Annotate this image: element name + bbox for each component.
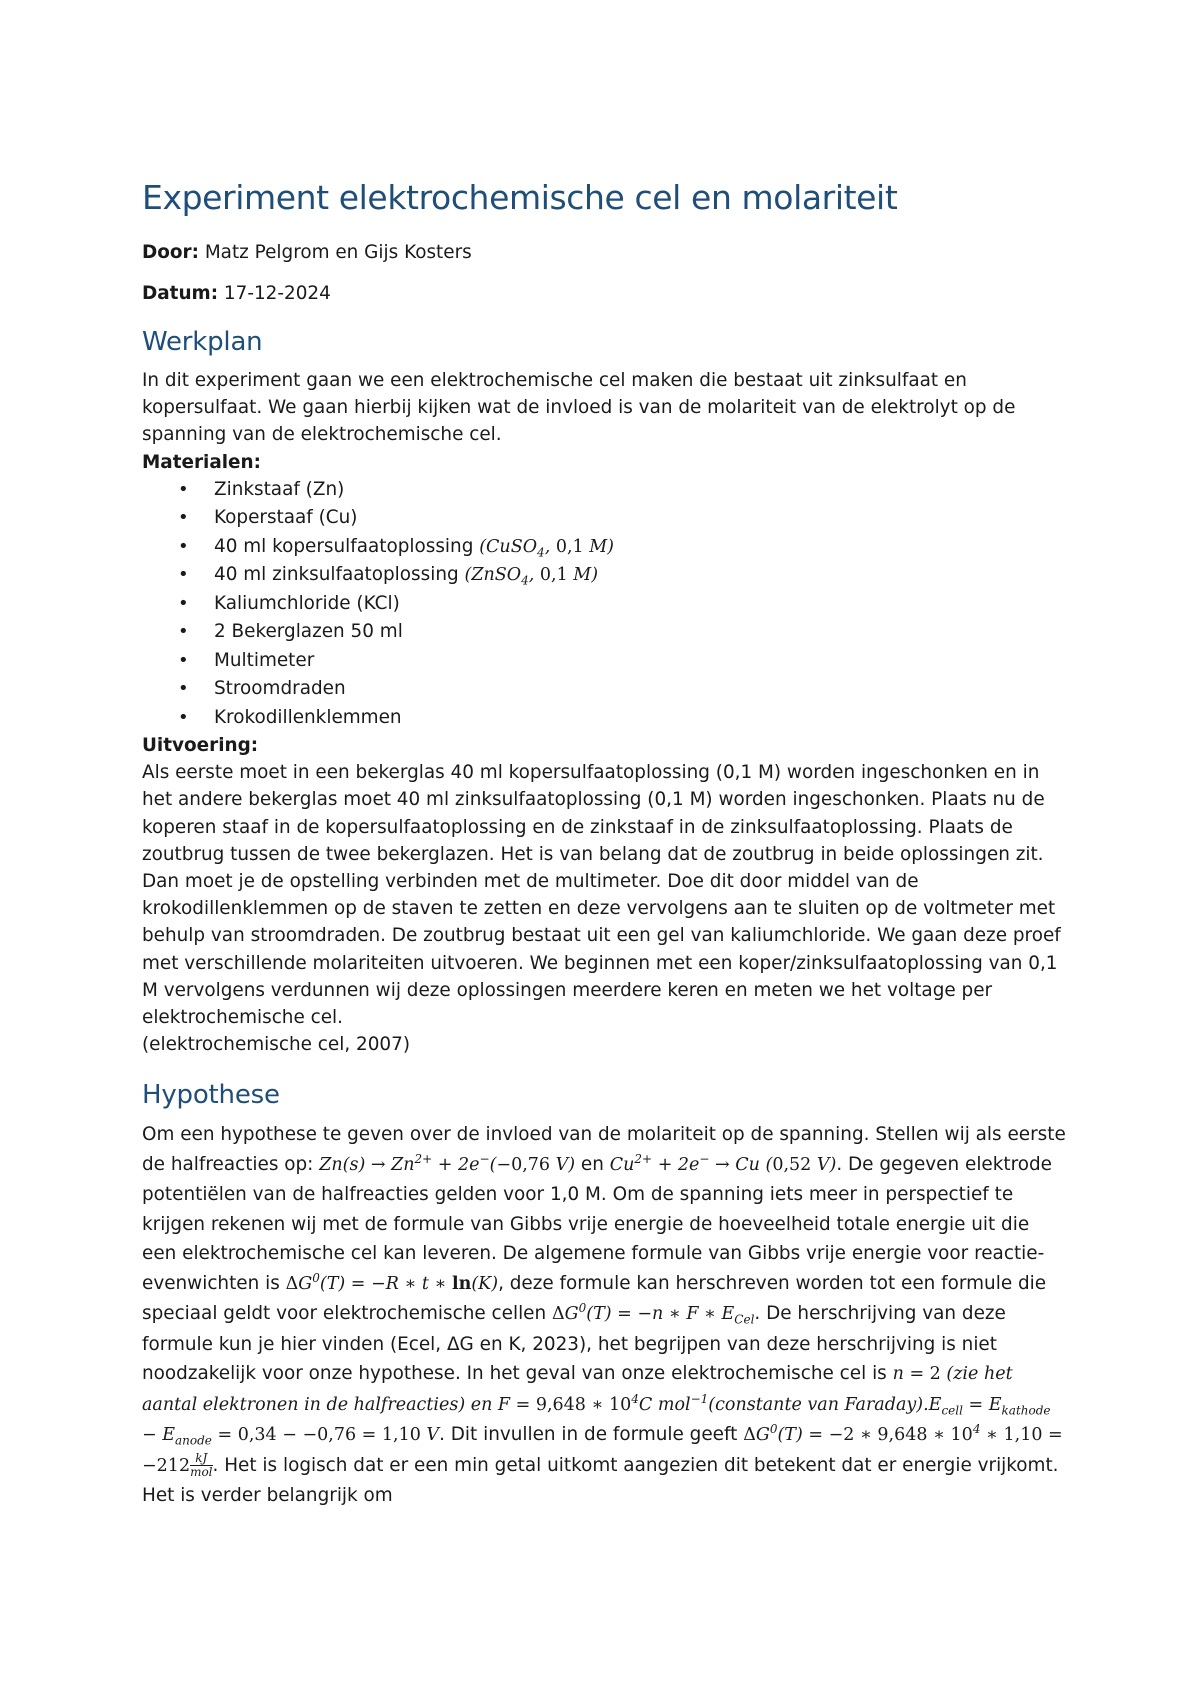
list-item: • Zinkstaaf (Zn) (214, 476, 1066, 505)
list-item: • Koperstaaf (Cu) (214, 504, 1066, 533)
list-item: • Kaliumchloride (KCl) (214, 590, 1066, 619)
materials-label: Materialen: (142, 451, 261, 473)
materials-list (142, 476, 1066, 733)
cuso4-formula: (CuSO$_4$, 0,1 M) (479, 536, 614, 560)
gibbs-cell-formula: $\Delta G^0(T) = -n$ ∗ F ∗ $E_{Cel}$ (552, 1301, 755, 1327)
uitvoering-label: Uitvoering: (142, 735, 259, 757)
calculation-formula: $\Delta G^0(T) = -2$ ∗ 9,648 ∗ $10^4$ ∗ 1,10 = −212 (142, 1422, 1063, 1476)
hypothese-heading: Hypothese (142, 1080, 280, 1111)
author-value: Matz Pelgrom en Gijs Kosters (198, 242, 472, 263)
list-item: • Krokodillenklemmen (214, 704, 1066, 733)
uitvoering-text: Als eerste moet in een bekerglas 40 ml kopersulfaatoplossing (0,1 M) worden ingeschonken en in het andere bekerglas moet 40 ml zinksulfaatoplossing (0,1 M) worden ingeschonken. Plaats nu de koperen staaf in de kopersulfaatoplossing en de zinkstaaf in de zinksulfaatoplossing. Plaats de zoutbrug tussen de twee bekerglazen. Het is van belang dat de zoutbrug in beide oplossingen zit. Dan moet je de opstelling verbinden met de multimeter. Doe dit door middel van de krokodillenklemmen op de staven te zetten en deze vervolgens aan te sluiten op de voltmeter met behulp van stroomdraden. De zoutbrug bestaat uit een gel van kaliumchloride. We gaan deze proef met verschillende molariteiten uitvoeren. We beginnen met een koper/zinksulfaatoplossing van 0,1 M vervolgens verdunnen wij deze oplossingen meerdere keren en meten we het voltage per elektrochemische cel. (142, 762, 1061, 1028)
werkplan-intro: In dit experiment gaan we een elektrochemische cel maken die bestaat uit zinksulfaat en kopersulfaat. We gaan hierbij kijken wat de invloed is van de molariteit van de elektrolyt op de spanning van de elektrochemische cel. (142, 370, 1016, 446)
list-item: • 40 ml zinksulfaatoplossing (ZnSO$_4$, 0,1 M) (214, 561, 1066, 590)
date-line (142, 280, 1066, 307)
list-item: • 40 ml kopersulfaatoplossing (CuSO$_4$, 0,1 M) (214, 533, 1066, 562)
date-value: 17-12-2024 (218, 283, 331, 304)
znso4-formula: (ZnSO$_4$, 0,1 M) (464, 565, 599, 588)
unit-fraction: $\frac{kJ}{\text{mol}}$ (190, 1451, 213, 1480)
list-item: • Multimeter (214, 647, 1066, 676)
hypothese-text: Om een hypothese te geven over de invloed van de molariteit op de spanning. Stellen wij als eerste de halfreacties op: $Zn(s) \to Zn^{2+} + 2e^-(-0,76$ V) en $Cu^{2+} + 2e^- \to Cu$ (0,52 V). De gegeven elektrode potentiëlen van de halfreacties gelden voor 1,0 M. Om de spanning iets meer in perspectief te krijgen rekenen wij met de formule van Gibbs vrije energie de hoeveelheid totale energie uit die een elektrochemische cel kan leveren. De algemene formule van Gibbs vrije energie voor reactie-evenwichten is $\Delta G^0(T) = -R$ ∗ t ∗ ln(K), deze formule kan herschreven worden tot een formule die speciaal geldt voor elektrochemische cellen $\Delta G^0(T) = -n$ ∗ F ∗ $E_{Cel}$. De herschrijving van deze formule kun je hier vinden (Ecel, ΔG en K, 2023), het begrijpen van deze herschrijving is niet noodzakelijk voor onze hypothese. In het geval van onze elektrochemische cel is n = 2 (zie het aantal elektronen in de halfreacties) en F = 9,648 ∗ $10^4C$ mol$^{-1}$(constante van $Faraday).E_{cell} = E_{kathode} - E_{anode} = 0,34 - -0,76 = 1,10$ V. Dit invullen in de formule geeft $\Delta G^0(T) = -2$ ∗ 9,648 ∗ $10^4$ ∗ 1,10 = −212 $\frac{kJ}{\text{mol}}$ . Het is logisch dat er een min getal uitkomt aangezien dit betekent dat er energie vrijkomt. Het is verder belangrijk om (142, 1124, 1066, 1507)
werkplan-section (142, 327, 1066, 1058)
document-title: Experiment elektrochemische cel en molariteit (142, 178, 898, 217)
constants-formula: n = 2 (zie het aantal elektronen in de halfreacties) en F = 9,648 ∗ $10^4C$ mol$^{-1}$(constante van $Faraday).E_{cell} = E_{kathode} - E_{anode} = 0,34 - -0,76 = 1,10$ V (142, 1364, 1051, 1448)
halfreaction-zinc: $Zn(s) \to Zn^{2+} + 2e^-(-0,76$ V) (319, 1152, 576, 1175)
date-label: Datum: (142, 283, 219, 304)
list-item: • 2 Bekerglazen 50 ml (214, 618, 1066, 647)
werkplan-heading: Werkplan (142, 327, 263, 357)
list-item: • Stroomdraden (214, 675, 1066, 704)
author-label: Door: (142, 242, 199, 263)
halfreaction-copper: $Cu^{2+} + 2e^- \to Cu$ (0,52 V) (609, 1152, 837, 1175)
hypothese-section (142, 1080, 1066, 1511)
author-line (142, 239, 1066, 266)
citation: (elektrochemische cel, 2007) (142, 1034, 411, 1056)
gibbs-formula: $\Delta G^0(T) = -R$ ∗ t ∗ ln(K) (285, 1271, 499, 1294)
